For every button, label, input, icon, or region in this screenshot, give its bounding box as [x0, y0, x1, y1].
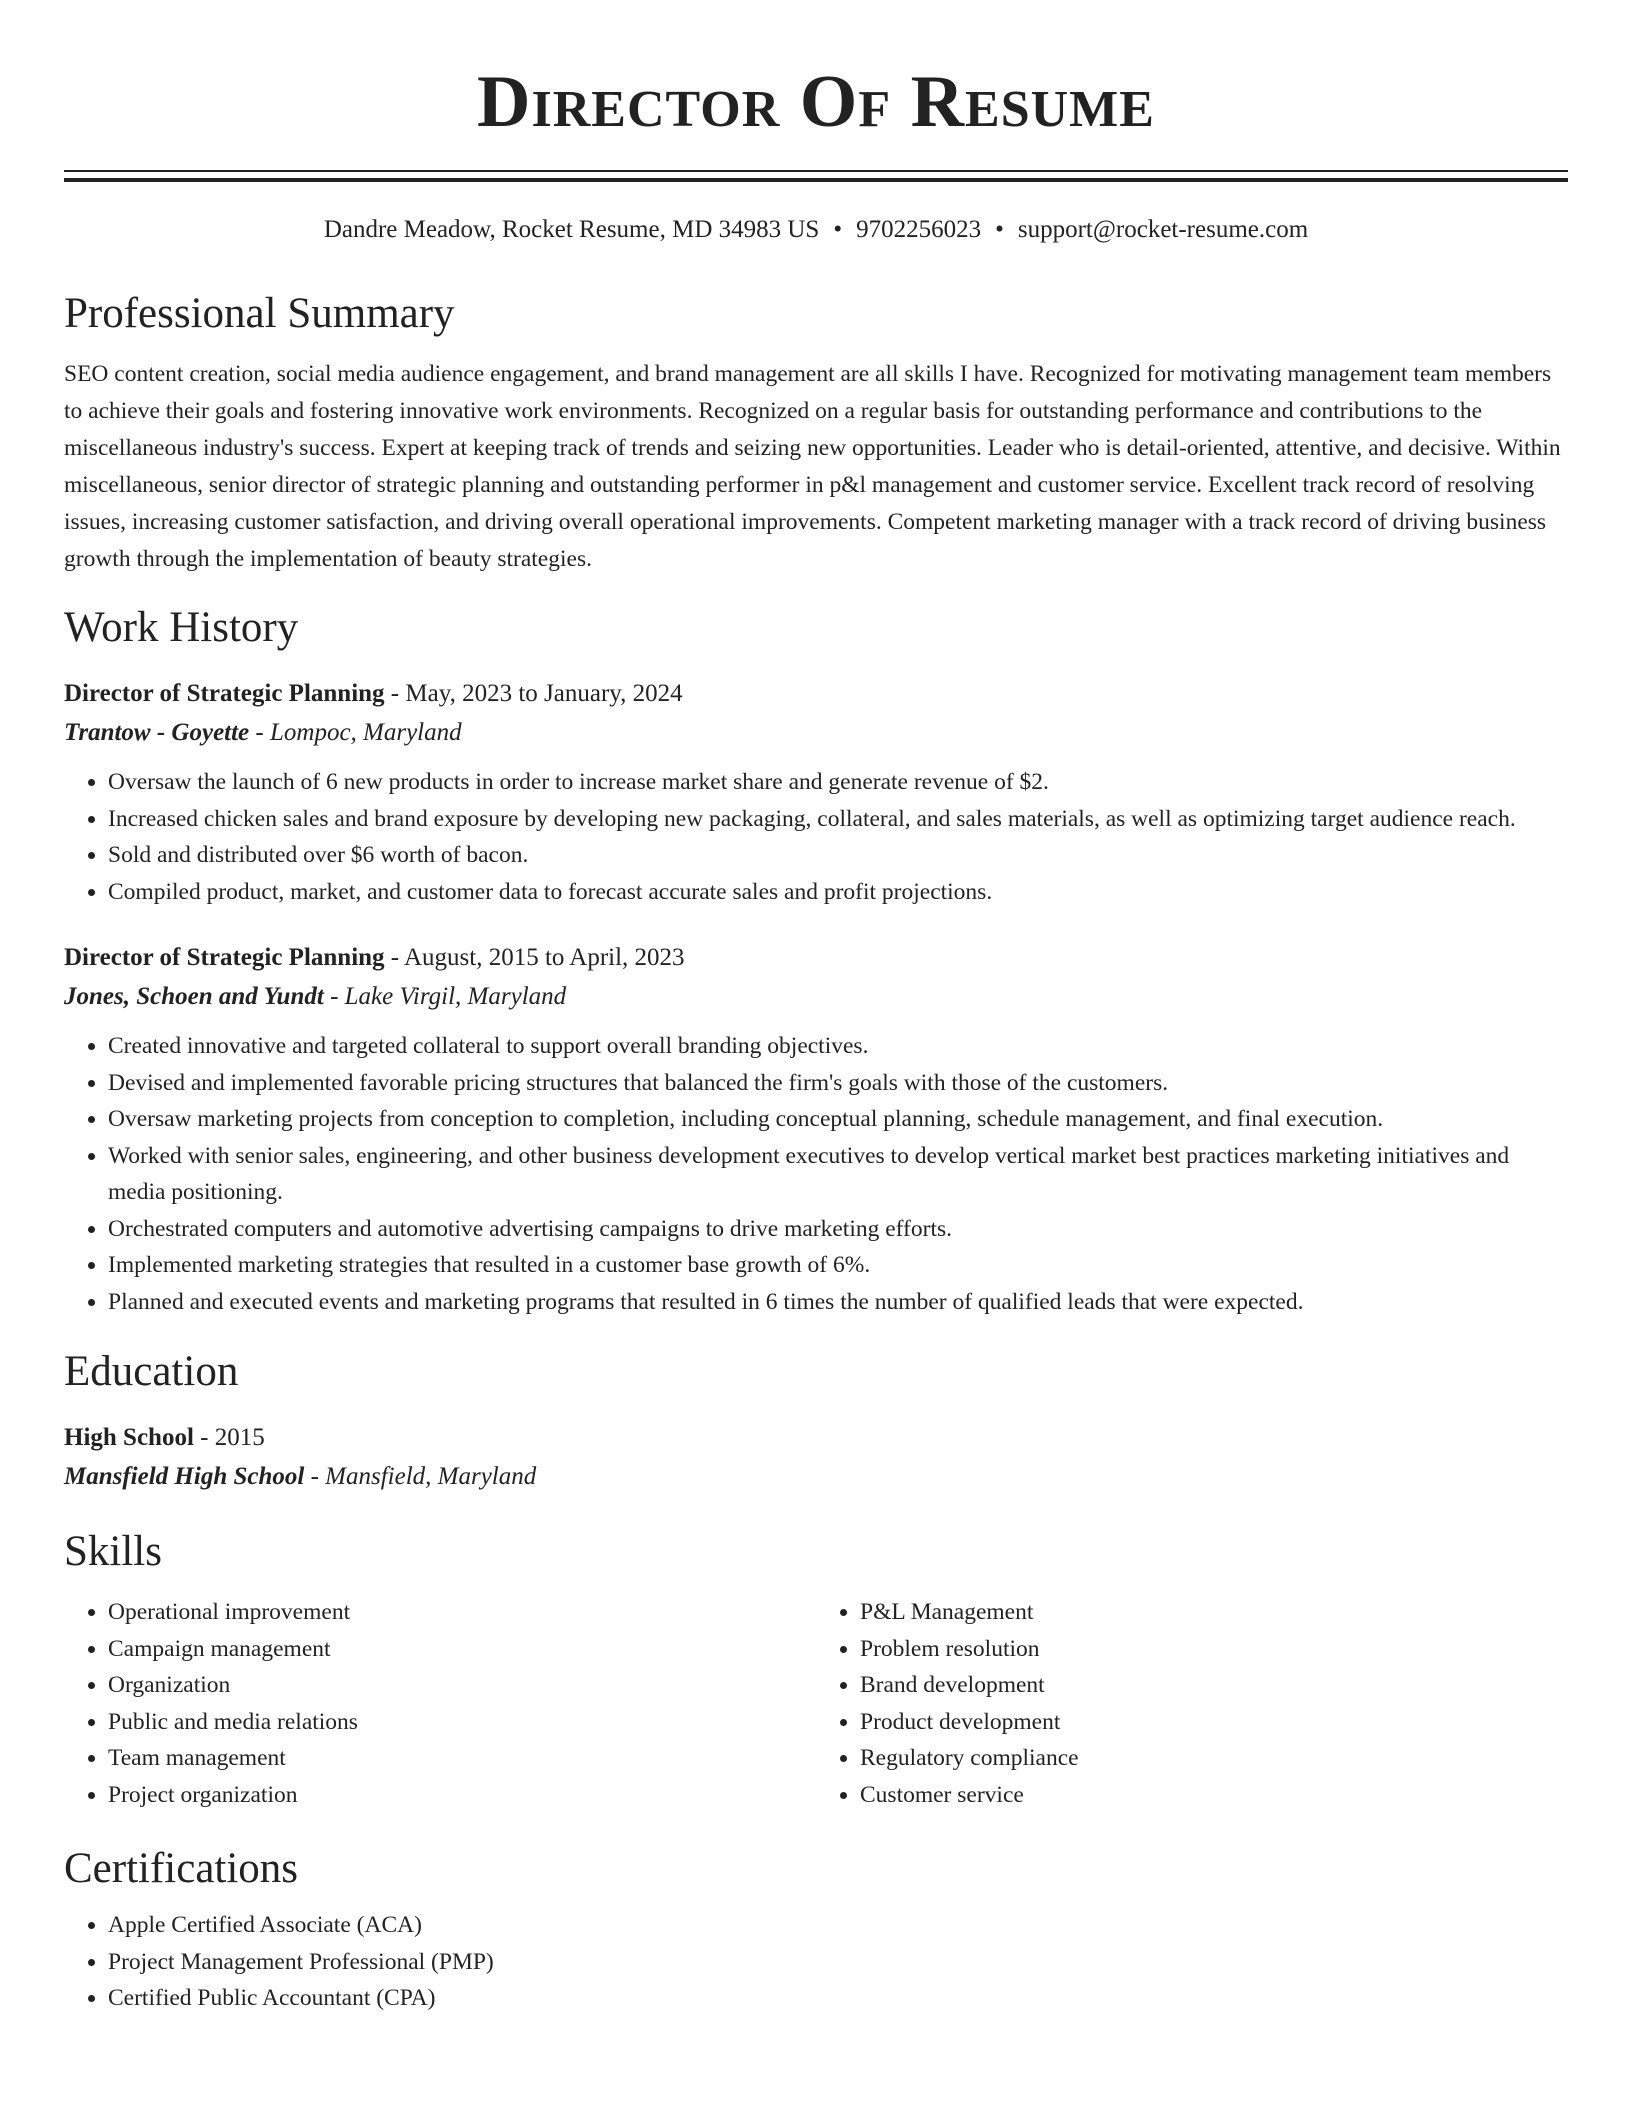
education-year: - 2015 — [193, 1424, 265, 1451]
summary-heading: Professional Summary — [64, 290, 455, 337]
work-history-heading: Work History — [64, 604, 299, 651]
education-entry — [64, 1418, 1568, 1496]
contact-separator: • — [995, 216, 1004, 243]
job-bullets — [64, 764, 1568, 910]
list-item: • Compiled product, market, and customer data to forecast accurate sales and profit projections. — [108, 874, 1568, 911]
education-degree-line — [64, 1418, 1568, 1457]
list-item: • Project Management Professional (PMP) — [108, 1944, 1568, 1981]
job-title: Director of Strategic Planning — [64, 680, 385, 707]
job-company-line — [64, 713, 1568, 752]
education-school-line — [64, 1457, 1568, 1496]
contact-phone: 9702256023 — [856, 216, 982, 243]
contact-line — [64, 214, 1568, 246]
skills-column-right — [816, 1594, 1568, 1813]
title-divider-thick — [64, 178, 1568, 182]
education-heading: Education — [64, 1348, 239, 1395]
list-item: • Organization — [108, 1667, 816, 1704]
skills-heading: Skills — [64, 1528, 162, 1575]
list-item: • Project organization — [108, 1777, 816, 1814]
job-company: Jones, Schoen and Yundt — [64, 983, 324, 1010]
list-item: • Orchestrated computers and automotive advertising campaigns to drive marketing efforts. — [108, 1211, 1568, 1248]
list-item: • Implemented marketing strategies that resulted in a customer base growth of 6%. — [108, 1247, 1568, 1284]
job-entry — [64, 674, 1568, 910]
education-degree: High School — [64, 1424, 194, 1451]
list-item: • Devised and implemented favorable pricing structures that balanced the firm's goals with those of the customers. — [108, 1065, 1568, 1102]
list-item: • Certified Public Accountant (CPA) — [108, 1980, 1568, 2017]
resume-title: Director Of Resume — [477, 61, 1155, 143]
certifications-list — [64, 1907, 1568, 2017]
list-item: • Worked with senior sales, engineering, and other business development executives to develop vertical market best practices marketing initiatives and media positioning. — [108, 1138, 1568, 1211]
list-item: • Oversaw marketing projects from conception to completion, including conceptual planning, schedule management, and final execution. — [108, 1101, 1568, 1138]
list-item: • Customer service — [860, 1777, 1568, 1814]
list-item: • Public and media relations — [108, 1704, 816, 1741]
title-divider-thin — [64, 170, 1568, 172]
list-item: • Brand development — [860, 1667, 1568, 1704]
list-item: • Planned and executed events and marketing programs that resulted in 6 times the number of qualified leads that were expected. — [108, 1284, 1568, 1321]
list-item: • Increased chicken sales and brand exposure by developing new packaging, collateral, and sales materials, as well as optimizing target audience reach. — [108, 801, 1568, 838]
skills-column-left — [64, 1594, 816, 1813]
job-title-line — [64, 674, 1568, 713]
list-item: • Sold and distributed over $6 worth of bacon. — [108, 837, 1568, 874]
list-item: • P&L Management — [860, 1594, 1568, 1631]
education-location: - Mansfield, Maryland — [304, 1463, 537, 1490]
education-school: Mansfield High School — [64, 1463, 305, 1490]
skills-grid — [64, 1594, 1568, 1813]
list-item: • Campaign management — [108, 1631, 816, 1668]
contact-email: support@rocket-resume.com — [1017, 216, 1309, 243]
list-item: • Problem resolution — [860, 1631, 1568, 1668]
job-title-line — [64, 938, 1568, 977]
job-entry — [64, 938, 1568, 1320]
job-location: - Lake Virgil, Maryland — [323, 983, 567, 1010]
job-company-line — [64, 977, 1568, 1016]
list-item: • Created innovative and targeted collateral to support overall branding objectives. — [108, 1028, 1568, 1065]
list-item: • Oversaw the launch of 6 new products in order to increase market share and generate revenue of $2. — [108, 764, 1568, 801]
job-dates: - May, 2023 to January, 2024 — [384, 680, 683, 707]
job-location: - Lompoc, Maryland — [249, 719, 462, 746]
list-item: • Team management — [108, 1740, 816, 1777]
list-item: • Regulatory compliance — [860, 1740, 1568, 1777]
job-title: Director of Strategic Planning — [64, 944, 385, 971]
certifications-heading: Certifications — [64, 1845, 299, 1892]
job-bullets — [64, 1028, 1568, 1320]
job-company: Trantow - Goyette — [64, 719, 250, 746]
contact-address: Dandre Meadow, Rocket Resume, MD 34983 US — [323, 216, 820, 243]
contact-separator: • — [833, 216, 843, 243]
job-dates: - August, 2015 to April, 2023 — [384, 944, 685, 971]
summary-text: SEO content creation, social media audience engagement, and brand management are all skills I have. Recognized for motivating management team members to achieve their goals and fostering innovative work environments. Recognized on a regular basis for outstanding performance and contributions to the miscellaneous industry's success. Expert at keeping track of trends and seizing new opportunities. Leader who is detail-oriented, attentive, and decisive. Within miscellaneous, senior director of strategic planning and outstanding performer in p&l management and customer service. Excellent track record of resolving issues, increasing customer satisfaction, and driving overall operational improvements. Competent marketing manager with a track record of driving business growth through the implementation of beauty strategies. — [64, 361, 1561, 572]
list-item: • Apple Certified Associate (ACA) — [108, 1907, 1568, 1944]
list-item: • Product development — [860, 1704, 1568, 1741]
list-item: • Operational improvement — [108, 1594, 816, 1631]
